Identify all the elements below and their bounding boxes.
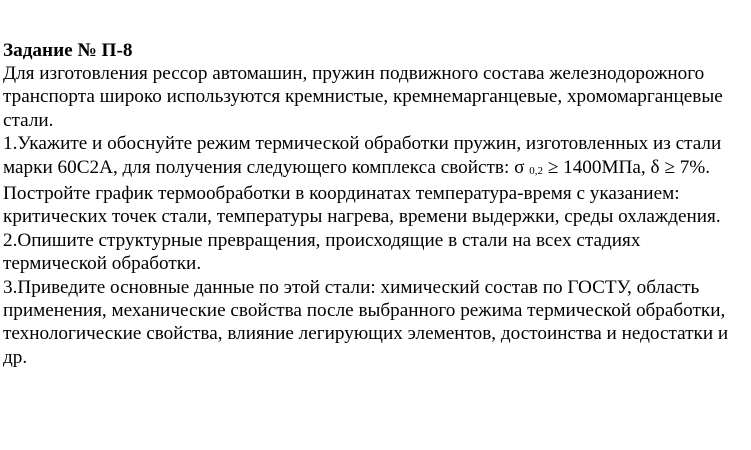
task-item-1 bbox=[3, 132, 748, 229]
task-item-2: 2.Опишите структурные превращения, происходящие в стали на всех стадиях термической обработки. bbox=[3, 229, 641, 275]
task-item-1-text-start: 1.Укажите и обоснуйте режим термической обработки пружин, изготовленных из стали марки 60С2А, для получения следующего комплекса свойств: σ bbox=[3, 133, 722, 178]
task-item-3: 3.Приведите основные данные по этой стали: химический состав по ГОСТУ, область применения, механические свойства после выбранного режима термической обработки, технологические свойства, влияние легирующих элементов, достоинства и недостатки и др. bbox=[3, 276, 729, 368]
task-item-1-text-end: ≥ 1400МПа, δ ≥ 7%. Постройте график термообработки в координатах температура-время с указанием: критических точек стали, температуры нагрева, времени выдержки, среды охлаждения. bbox=[3, 156, 721, 228]
task-intro: Для изготовления рессор автомашин, пружин подвижного состава железнодорожного транспорта широко используются кремнистые, кремнемарганцевые, хромомарганцевые стали. bbox=[3, 63, 723, 131]
sigma-subscript: 0,2 bbox=[529, 164, 543, 177]
task-document bbox=[3, 39, 748, 369]
task-title: Задание № П-8 bbox=[3, 40, 133, 61]
